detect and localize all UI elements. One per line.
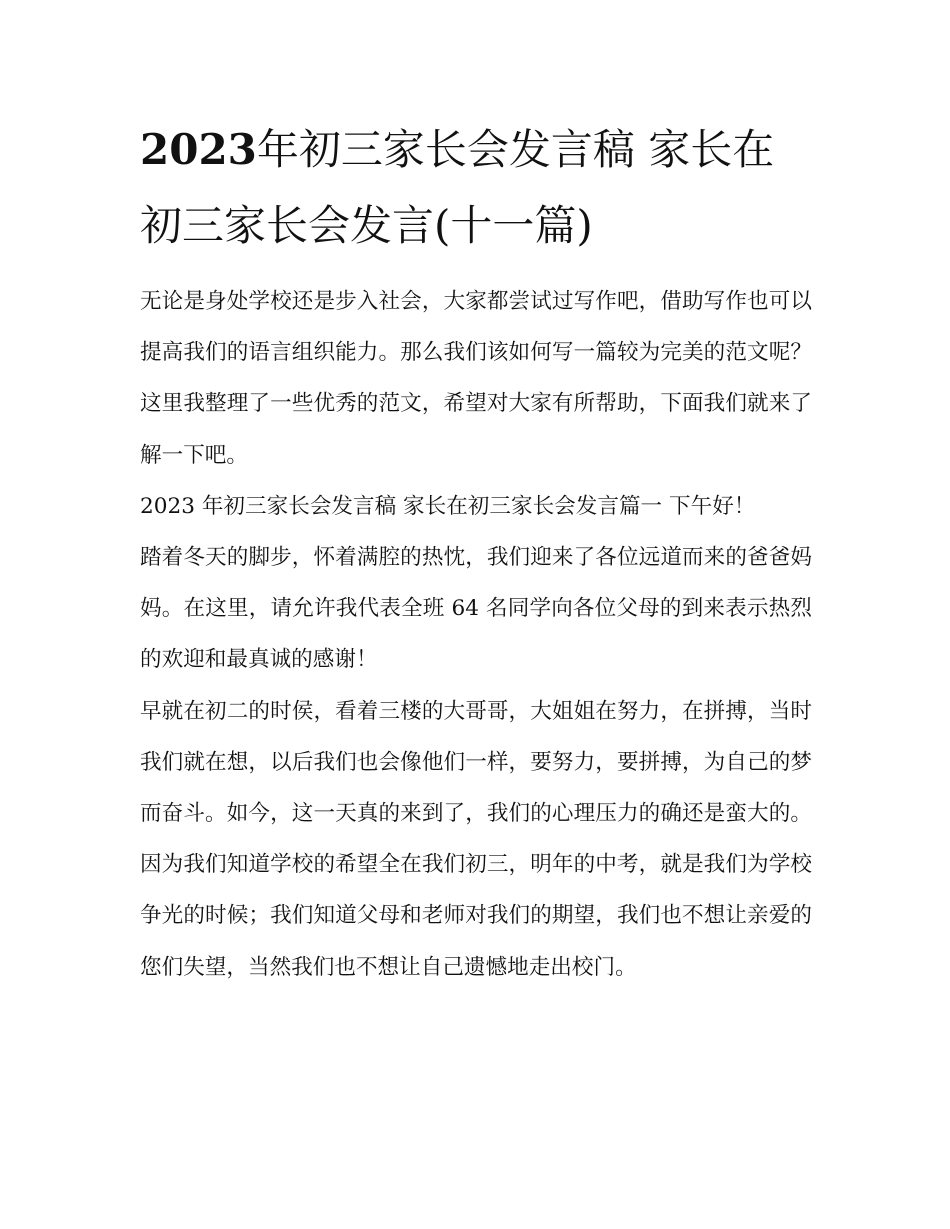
body-paragraph-2: 早就在初二的时侯，看着三楼的大哥哥，大姐姐在努力，在拼搏，当时我们就在想，以后我们也会像他们一样，要努力，要拼搏，为自己的梦而奋斗。如今，这一天真的来到了，我们的心理压力的确还是蛮大的。因为我们知道学校的希望全在我们初三，明年的中考，就是我们为学校争光的时候；我们知道父母和老师对我们的期望，我们也不想让亲爱的您们失望，当然我们也不想让自己遗憾地走出校门。 xyxy=(140,698,812,980)
title-text: 年初三家长会发言稿 家长在初三家长会发言(十一篇) xyxy=(140,125,775,250)
document-title xyxy=(140,112,812,264)
title-year: 2023 xyxy=(140,125,257,174)
body-paragraph-1: 踏着冬天的脚步，怀着满腔的热忱，我们迎来了各位远道而来的爸爸妈妈。在这里，请允许我代表全班 64 名同学向各位父母的到来表示热烈的欢迎和最真诚的感谢！ xyxy=(140,545,812,673)
document-page xyxy=(140,112,812,993)
section-heading-paragraph: 2023 年初三家长会发言稿 家长在初三家长会发言篇一 下午好！ xyxy=(140,493,756,519)
intro-paragraph: 无论是身处学校还是步入社会，大家都尝试过写作吧，借助写作也可以提高我们的语言组织能力。那么我们该如何写一篇较为完美的范文呢？这里我整理了一些优秀的范文，希望对大家有所帮助，下面我们就来了解一下吧。 xyxy=(140,289,812,468)
